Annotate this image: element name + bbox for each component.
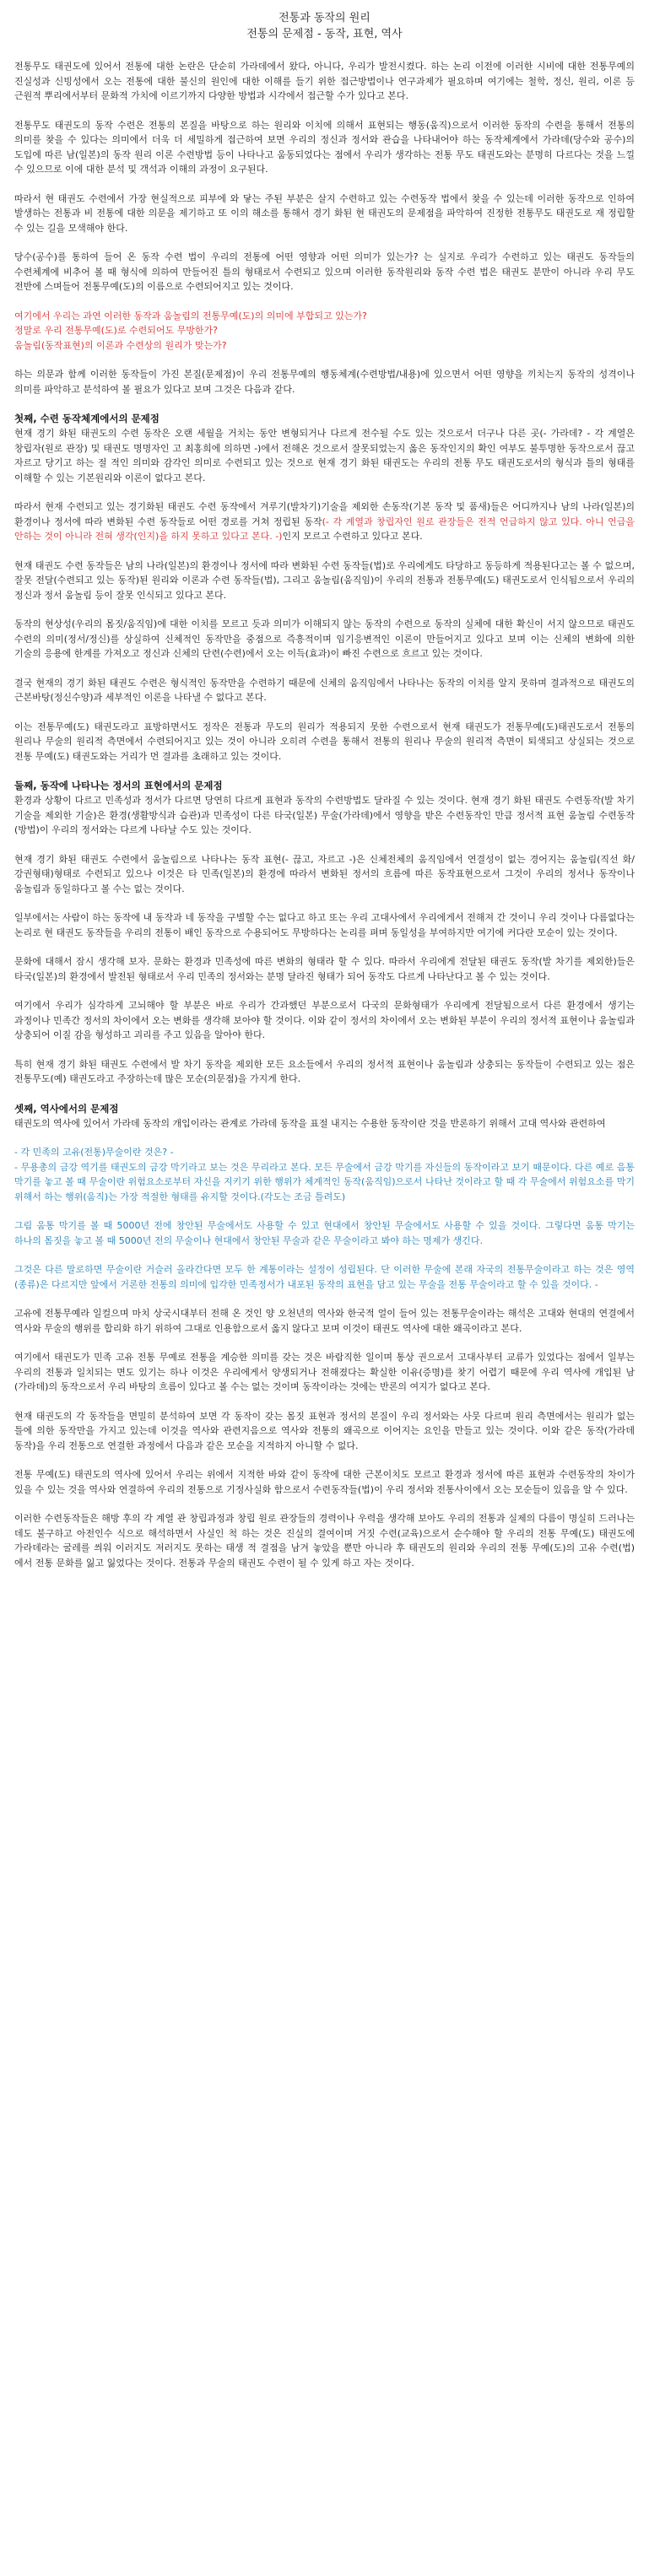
intro-paragraph-4: 당수(공수)를 통하여 들어 온 동작 수련 법이 우리의 전통에 어떤 영향과 어떤 의미가 있는가? 는 실지로 우리가 수련하고 있는 태권도 동작들의 수련체계에 비추어 볼 때 형식에 의하여 만들어진 틀의 형태로서 수련되고 있으며 이러한 동작원리와 동작 수련 법은 태권도 분만이 아니라 우리 무도 전반에 스며들어 전통무예(도)의 이름으로 수련되어지고 있는 것이다. bbox=[14, 251, 635, 292]
section-3-blue-paragraph-2: 그림 움통 막기를 볼 때 5000년 전에 창안된 무술에서도 사용할 수 있고 현대에서 창안된 무술에서도 사용할 수 있을 것이다. 그렇다면 움통 막기는 하나의 몸짓을 놓고 볼 때 5000년 전의 무술이나 현대에서 창안된 무술과 같은 무술이라고 봐야 하는 명제가 생긴다. bbox=[14, 1220, 635, 1246]
section-2-paragraph-4: 문화에 대해서 잠시 생각해 보자. 문화는 환경과 민족성에 따른 변화의 형태라 할 수 있다. 따라서 우리에게 전달된 태권도 동작(발 차기를 제외한)들은 타국(일본)의 환경에서 발전된 형태로서 우리 민족의 정서와는 분명 달라진 형태가 되어 동작도 다르게 나타난다고 볼 수 있는 것이다. bbox=[14, 956, 635, 982]
section-1-paragraph-4: 동작의 현상성(우리의 몸짓/움직임)에 대한 이치를 모르고 듯과 의미가 이해되지 않는 동작의 수련으로 동작의 실체에 대한 확신이 서지 않으므로 태권도 수련의 의미(정서/정신)를 상실하여 신체적인 동작만을 중점으로 즉흥적이며 임기응변적인 이론이 만들어지고 있다고 보며 이는 신체의 변화에 의한 기술의 응용에 한계를 가져오고 정신과 신체의 단련(수련)에서 오는 이득(효과)이 빠진 수련으로 흐르고 있는 것이다. bbox=[14, 618, 635, 659]
section-2-paragraph-1: 환경과 상황이 다르고 민족성과 정서가 다르면 당연히 다르게 표현과 동작의 수련방법도 달라질 수 있는 것이다. 현재 경기 화된 태권도 수련동작(발 차기 기술을 제외한 기술)은 환경(생활방식과 습관)과 민족성이 다른 타국(일본) 무술(가라데)에서 영향을 받은 수련동작인 만큼 정서적 표현 움놀림 수련동작(방법)이 우리의 정서와는 다르게 나타날 수도 있는 것이다. bbox=[14, 795, 635, 835]
section-2-paragraph-2: 현재 경기 화된 태권도 수련에서 움놀림으로 나타나는 동작 표현(- 끊고, 자르고 -)은 신체전체의 움직임에서 연결성이 없는 경어지는 움놀림(직선 화/강권형태)형태로 수련되고 있으나 이것은 타 민족(일본)의 환경에 따라서 변화된 정서의 흐름에 따른 동작표현으로서 그것이 우리의 정서나 동작이나 움놀림과 동일하다고 볼 수는 없는 것이다. bbox=[14, 853, 635, 894]
section-3-paragraph-5: 고유에 전통무예라 일컬으며 마치 상국시대부터 전해 온 것인 양 오천년의 역사와 한국적 얼이 들어 있는 전통무술이라는 해석은 고대와 현대의 연결에서 역사와 무술의 행위를 합리화 하기 위하여 그대로 인용함으로서 옳지 않다고 보며 이것이 태권도 역사에 대한 왜곡이라고 본다. bbox=[14, 1308, 635, 1334]
intro-paragraph-2: 전통무도 태권도의 동작 수련은 전통의 본질을 바탕으로 하는 원리와 이치에 의해서 표현되는 행동(움직)으로서 이러한 동작의 수련을 통해서 전통의 의미를 찾을 수 있다는 의미에서 더욱 더 세밀하게 접근하여 보면 우리의 정신과 정서와 관습을 나타내어야 하는 동작체계에서 가라데(당수와 공수)의 도입에 따른 남(일본)의 동작 원리 이론 수련방법 등이 나타나고 움동되었다는 점에서 우리가 생각하는 전통 무도 태권도와는 분명히 다르다는 것을 느낄 수 있으므로 이에 대한 분석 및 객석과 이해의 과정이 요구된다. bbox=[14, 119, 635, 175]
section-2-heading: 둘째, 동작에 나타나는 정서의 표현에서의 문제점 bbox=[14, 780, 223, 791]
section-3-blue-line-2: - 무용총의 금강 역기를 태권도의 금강 막기라고 보는 것은 무리라고 본다. 모든 무술에서 금강 막기를 자신들의 동작이라고 보기 때문이다. 다른 예로 음통 막기를 놓고 볼 때 무술이란 위험요소로부터 자신을 지키기 위한 행위가 체계적인 동작(움직임)으로서 나타난 것이라고 할 때 각 무술에서 위험요소를 막기 위해서 하는 행위(움직)는 가장 적절한 형태를 유지할 것이다.(각도는 조금 틀려도) bbox=[14, 1161, 635, 1202]
intro-paragraph-1: 전통무도 태권도에 있어서 전통에 대한 논란은 단순히 가라데에서 왔다, 아니다, 우리가 발전시켰다. 하는 논리 이전에 이러한 시비에 대한 전통무예의 진실성과 신빙성에서 오는 전통에 대한 불신의 원인에 대한 이해를 들기 위한 접근방법이나 연구과제가 필요하며 여기에는 철학, 정신, 원리, 이론 등 근원적 뿌리에서부터 문화적 가치에 이르기까지 다양한 방법과 시각에서 접근할 수가 있다고 본다. bbox=[14, 61, 635, 101]
title-line-2: 전통의 문제점 - 동작, 표현, 역사 bbox=[246, 28, 403, 41]
section-1-paragraph-2 bbox=[14, 500, 635, 544]
section-2-paragraph-6: 특히 현재 경기 화된 태권도 수련에서 발 차기 동작을 제외한 모든 요소들에서 우리의 정서적 표현이나 움놀림과 상충되는 동작들이 수련되고 있는 점은 전통무도(예) 태권도라고 주장하는데 많은 모순(의문점)을 가지게 한다. bbox=[14, 1058, 635, 1084]
section-3-blue-paragraph-3: 그것은 다른 말로하면 무술이란 거슬러 올라간다면 모두 한 계통이라는 설정이 성립된다. 단 이러한 무술에 본래 자국의 전통무술이라고 하는 것은 영역(종류)은 다르지만 앞에서 거론한 전통의 의미에 입각한 민족정서가 내포된 동작의 표현을 담고 있는 무술을 전통 무술이라고 할 수 있을 것이다. - bbox=[14, 1264, 635, 1290]
section-3-blue-line-1: - 각 민족의 고유(전통)무술이란 것은? - bbox=[14, 1147, 174, 1158]
section-2-paragraph-3: 일부에서는 사람이 하는 동작에 내 동작과 네 동작을 구별할 수는 없다고 하고 또는 우리 고대사에서 우리에게서 전해져 간 것이니 우리 것이나 다름없다는 논리로 현 태권도 동작들을 우리의 전통이 배인 동작으로 수용되어도 무방하다는 논리를 펴며 동일성을 부여하지만 여기에 커다란 모순이 있는 것이다. bbox=[14, 912, 635, 938]
after-questions-paragraph: 하는 의문과 함께 이러한 동작들이 가진 본질(문제점)이 우리 전통무예의 행동체계(수련방법/내용)에 있으면서 어떤 영향을 끼치는지 동작의 성격이나 의미를 파악하고 분석하여 볼 필요가 있다고 보며 그것은 다음과 같다. bbox=[14, 369, 635, 395]
title-line-1: 전통과 동작의 원리 bbox=[279, 12, 370, 24]
section-1-paragraph-5: 결국 현재의 경기 화된 태권도 수련은 형식적인 동작만을 수련하기 때문에 신체의 움직임에서 나타나는 동작의 이치를 알지 못하며 결과적으로 태권도의 근본바탕(정신수양)과 세부적인 이론을 나타낼 수 없다고 본다. bbox=[14, 677, 635, 703]
section-3-heading: 셋째, 역사에서의 문제점 bbox=[14, 1102, 119, 1115]
intro-paragraph-3: 따라서 현 태권도 수련에서 가장 현실적으로 피부에 와 닿는 주된 부분은 살지 수련하고 있는 수련동작 법에서 찾을 수 있는데 이러한 동작으로 인하여 발생하는 전통과 비 전통에 대한 의문을 제기하고 또 이의 해소를 통해서 경기 화된 현 태권도의 문제점을 파악하여 진정한 전통무도 태권도로 재 정립할 수 있는 길을 모색해야 한다. bbox=[14, 192, 635, 234]
section-1-paragraph-6: 이는 전통무예(도) 태권도라고 표방하면서도 정작은 전통과 무도의 원리가 적용되지 못한 수련으로서 현재 태권도가 전통무예(도)태권도로서 전통의 원리나 무술의 원리적 측면에서 수련되어지고 있는 것이 아니라 오히려 수련을 통해서 전통의 원리나 무술의 원리적 측면이 퇴색되고 상실되는 것으로 전통 무예(도) 태권도와는 거리가 먼 결과를 초래하고 있는 것이다. bbox=[14, 721, 635, 762]
question-3: 움놀림(동작표현)의 이론과 수련상의 원리가 맞는가? bbox=[14, 339, 227, 351]
section-3-paragraph-9: 이러한 수련동작들은 해방 후의 각 계열 관 창립과정과 창립 원로 관장들의 경력이나 우력을 생각해 보아도 우리의 전통과 실제의 다름이 명실히 드러나는 데도 불구하고 아전인수 식으로 해석하면서 사실인 척 하는 것은 진실의 결여이며 거짓 수련(교육)으로서 순수해야 할 우리의 전통 무예(도) 태권도에 가라데라는 굴레를 씌워 이러지도 저러지도 못하는 태생 적 결점을 남겨 놓았을 뿐만 아니라 후 태권도의 원리와 우리의 전통 무예(도)의 고유 수련(법)에서 전통 문화를 잃고 잃었다는 것이다. 전통과 무술의 태권도 수련이 될 수 있게 하고 자는 것이다. bbox=[14, 1513, 635, 1569]
section-1-heading: 첫째, 수련 동작체계에서의 문제점 bbox=[14, 413, 160, 424]
document-title bbox=[14, 10, 635, 42]
section-3-paragraph-8: 전통 무예(도) 태권도의 역사에 있어서 우리는 위에서 지적한 바와 같이 동작에 대한 근본이치도 모르고 환경과 정서에 따른 표현과 수련동작의 차이가 있을 수 있는 것을 역사와 연결하여 우리의 전통으로 기정사실화 함으로서 수련동작들(법)이 우리 정서와 전통사이에서 오는 모순들이 있음을 알 수 있다. bbox=[14, 1469, 635, 1495]
section-3-paragraph-7: 현재 태권도의 각 동작들을 면밀히 분석하여 보면 각 동작이 갖는 몸짓 표현과 정서의 본질이 우리 정서와는 사뭇 다르며 원리 측면에서는 원리가 없는 틀에 의한 동작만을 가지고 있는데 이것을 역사와 관련지음으로 역사와 전통의 왜곡으로 이어지는 요인을 만들고 있는 것이다. 이와 같은 동작(가라데 동작)을 우리 전통으로 연결한 과정에서 다음과 같은 모순을 지적하지 아니할 수 없다. bbox=[14, 1410, 635, 1451]
section-2-paragraph-5: 여기에서 우리가 심각하게 고뇌해야 할 부분은 바로 우리가 간과했던 부분으로서 다국의 문화형태가 우리에게 전달됨으로서 다른 환경에서 생기는 과정이나 민족간 정서의 차이에서 오는 변화를 생각해 보아야 할 것이다. 이와 같이 정서의 차이에서 오는 변화된 부분이 우리의 정서적 표현이나 움놀림과 상충되어 이질 감을 형성하고 괴리를 주고 있음을 알아야 한다. bbox=[14, 1000, 635, 1040]
section-1-p2-normal: 따라서 현재 수련되고 있는 경기화된 태권도 수련 동작에서 겨루기(발차기)기술을 제외한 손동작(기본 동작 및 품새)들은 어디까지나 남의 나라(일본)의 환경이나 정서에 따라 변화된 수련 동작들로 어떤 경로를 거쳐 정립된 동작 bbox=[14, 501, 635, 527]
section-3-paragraph-1: 태권도의 역사에 있어서 가라데 동작의 개입이라는 관계로 가라데 동작을 표절 내지는 수용한 동작이란 것을 반론하기 위해서 고대 역사와 관련하여 bbox=[14, 1117, 606, 1129]
section-1-paragraph-3: 현재 태권도 수련 동작들은 남의 나라(일본)의 환경이나 정서에 따라 변화된 수련 동작들(법)로 우리에게도 타당하고 동등하게 적용된다고는 볼 수 없으며, 잘못 전달(수련되고 있는 동작)된 원리와 이론과 수련 동작들(법), 그리고 움놀림(움직임)이 우리의 전통과 전통무예(도) 태권도로서 인식됨으로서 우리의 정신과 정서 움놀림 등이 잘못 인식되고 있다고 본다. bbox=[14, 559, 635, 601]
section-1-paragraph-1: 현재 경기 화된 태권도의 수련 동작은 오랜 세월을 거치는 동안 변형되거나 다르게 전수될 수도 있는 것으로서 더구나 다른 곳(- 가라데? - 각 계열은 창립자(원로 관장) 및 태권도 명명자인 고 최홍희에 의하면 -)에서 전해온 것으로서 잘못되었는지 옳은 동작인지의 확인 여부도 불투명한 동작으로서 끊고 자르고 당기고 하는 절 적인 의미와 감각인 의미로 수련되고 있는 것으로 현재 경기 화된 태권도는 우리의 전통 무도 태권도로서의 형식과 틀의 형태를 이해할 수 있는 기본원리와 이론이 없다고 본다. bbox=[14, 428, 635, 483]
question-2: 정말로 우리 전통무예(도)로 수련되어도 무방한가? bbox=[14, 325, 218, 336]
section-3-paragraph-6: 여기에서 태권도가 민족 고유 전통 무예로 전통을 계승한 의미를 갖는 것은 바람직한 일이며 통상 권으로서 고대사부터 교류가 있었다는 점에서 일부는 우리의 전통과 일치되는 면도 있기는 하나 이것은 우리에게서 양생되거나 전해졌다는 확실한 이유(증명)를 찾기 어렵기 때문에 우리 역사에 개입된 남(가라데)의 동작으로서 우리 바탕의 흐름이 있다고 볼 수는 없는 것이며 동작이라는 것에는 반론의 여지가 없다고 본다. bbox=[14, 1352, 635, 1392]
question-1: 여기에서 우리는 과연 이러한 동작과 움놀림의 전통무예(도)의 의미에 부합되고 있는가? bbox=[14, 310, 367, 321]
section-1-p2-highlight: (- 각 계열과 창립자인 원로 관장들은 전적 언급하지 않고 있다. 아니 언급을 안하는 것이 아니라 전혀 생각(인지)을 하지 못하고 있다고 본다. -) bbox=[14, 516, 635, 542]
section-1-p2-tail: 인지 모르고 수련하고 있다고 본다. bbox=[282, 531, 423, 542]
